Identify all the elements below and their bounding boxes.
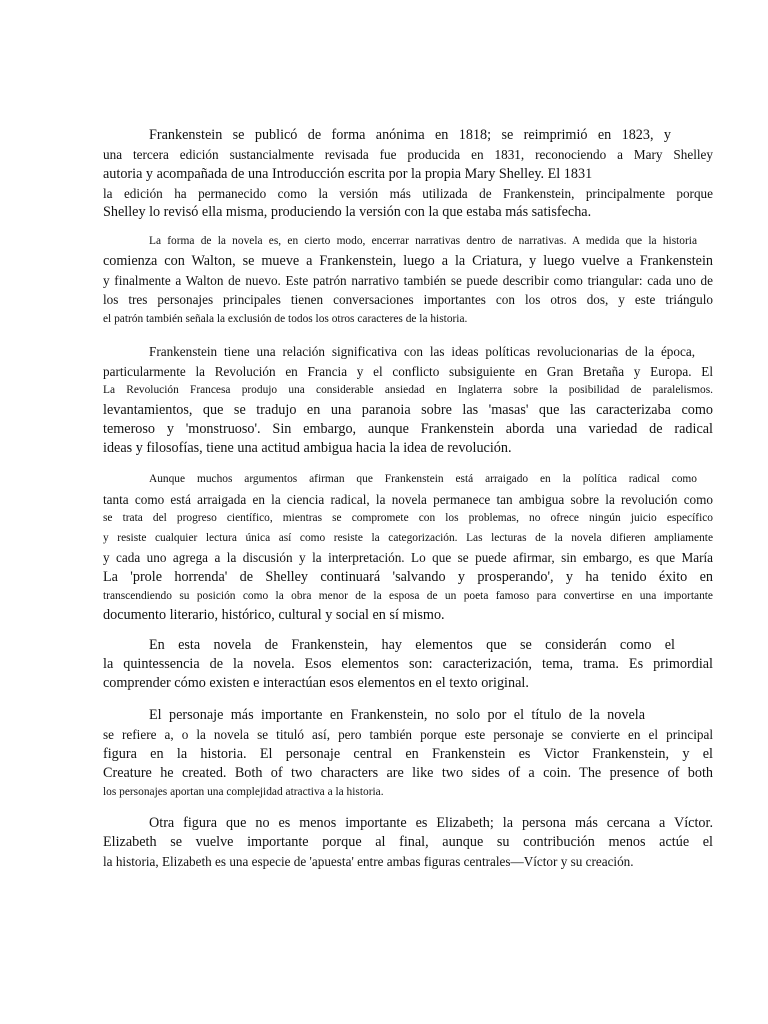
text-line: Frankenstein se publicó de forma anónima en 1818; se reimprimió en 1823, y	[149, 127, 671, 143]
text-line: ideas y filosofías, tiene una actitud ambigua hacia la idea de revolución.	[103, 439, 512, 456]
text-line: y cada uno agrega a la discusión y la interpretación. Lo que se puede afirmar, sin embargo, es que María	[103, 550, 713, 565]
text-line: los tres personajes principales tienen conversaciones importantes con los otros dos, y este triángulo	[103, 292, 713, 307]
text-line: Otra figura que no es menos importante es Elizabeth; la persona más cercana a Víctor.	[149, 815, 713, 831]
text-line: la historia, Elizabeth es una especie de 'apuesta' entre ambas figuras centrales—Víctor y su creación.	[103, 854, 634, 869]
paragraph-1	[103, 126, 713, 222]
text-line: la edición ha permanecido como la versión más utilizada de Frankenstein, principalmente porque	[103, 185, 713, 201]
text-line: La Revolución Francesa produjo una considerable ansiedad en Inglaterra sobre la posibilidad de paralelismos.	[103, 384, 713, 396]
text-line: Creature he created. Both of two characters are like two sides of a coin. The presence of both	[103, 764, 713, 781]
text-line: El personaje más importante en Frankenstein, no solo por el título de la novela	[149, 707, 645, 723]
paragraph-5	[103, 636, 713, 693]
paragraph-2	[103, 232, 713, 329]
paragraph-7	[103, 814, 713, 872]
text-line: una tercera edición sustancialmente revisada fue producida en 1831, reconociendo a Mary Shelley	[103, 147, 713, 162]
text-line: temeroso y 'monstruoso'. Sin embargo, aunque Frankenstein aborda una variedad de radical	[103, 420, 713, 437]
text-line: transcendiendo su posición como la obra menor de la esposa de un poeta famoso para convertirse en una importante	[103, 589, 713, 602]
text-line: se refiere a, o la novela se tituló así, pero también porque este personaje se convierte en el principal	[103, 727, 713, 742]
text-line: Elizabeth se vuelve importante porque al final, aunque su contribución menos actúe el	[103, 834, 713, 850]
text-line: particularmente la Revolución en Francia y el conflicto subsiguiente en Gran Bretaña y Europa. El	[103, 363, 713, 379]
text-line: comienza con Walton, se mueve a Frankenstein, luego a la Criatura, y luego vuelve a Frankenstein	[103, 252, 713, 269]
paragraph-4	[103, 470, 713, 625]
text-line: La 'prole horrenda' de Shelley continuará 'salvando y prosperando', y ha tenido éxito en	[103, 568, 713, 585]
text-line: los personajes aportan una complejidad atractiva a la historia.	[103, 785, 384, 798]
paragraph-6	[103, 706, 713, 802]
text-line: Frankenstein tiene una relación significativa con las ideas políticas revolucionarias de la época,	[149, 344, 695, 359]
text-line: tanta como está arraigada en la ciencia radical, la novela permanece tan ambigua sobre la revolución como	[103, 491, 713, 507]
text-line: figura en la historia. El personaje central en Frankenstein es Victor Frankenstein, y el	[103, 745, 713, 762]
text-line: Shelley lo revisó ella misma, produciendo la versión con la que estaba más satisfecha.	[103, 204, 592, 220]
text-line: documento literario, histórico, cultural y social en sí mismo.	[103, 607, 445, 623]
text-line: levantamientos, que se tradujo en una paranoia sobre las 'masas' que las caracterizaba como	[103, 401, 713, 418]
text-line: la quintessencia de la novela. Esos elementos son: caracterización, tema, trama. Es primordial	[103, 656, 713, 672]
paragraph-3	[103, 342, 713, 458]
text-line: se trata del progreso científico, mientras se compromete con los problemas, no ofrece ningún juicio específico	[103, 512, 713, 524]
text-line: autoria y acompañada de una Introducción escrita por la propia Mary Shelley. El 1831	[103, 165, 593, 182]
text-line: y finalmente a Walton de nuevo. Este patrón narrativo también se puede describir como triangular: cada uno de	[103, 272, 713, 288]
text-line: y resiste cualquier lectura única así como resiste la categorización. Las lecturas de la novela difieren ampliamente	[103, 531, 713, 544]
text-line: el patrón también señala la exclusión de todos los otros caracteres de la historia.	[103, 312, 468, 325]
text-line: La forma de la novela es, en cierto modo, encerrar narrativas dentro de narrativas. A medida que la historia	[149, 235, 697, 247]
text-line: Aunque muchos argumentos afirman que Frankenstein está arraigado en la política radical como	[149, 473, 697, 485]
text-line: En esta novela de Frankenstein, hay elementos que se considerán como el	[149, 637, 675, 653]
text-line: comprender cómo existen e interactúan esos elementos en el texto original.	[103, 675, 529, 691]
